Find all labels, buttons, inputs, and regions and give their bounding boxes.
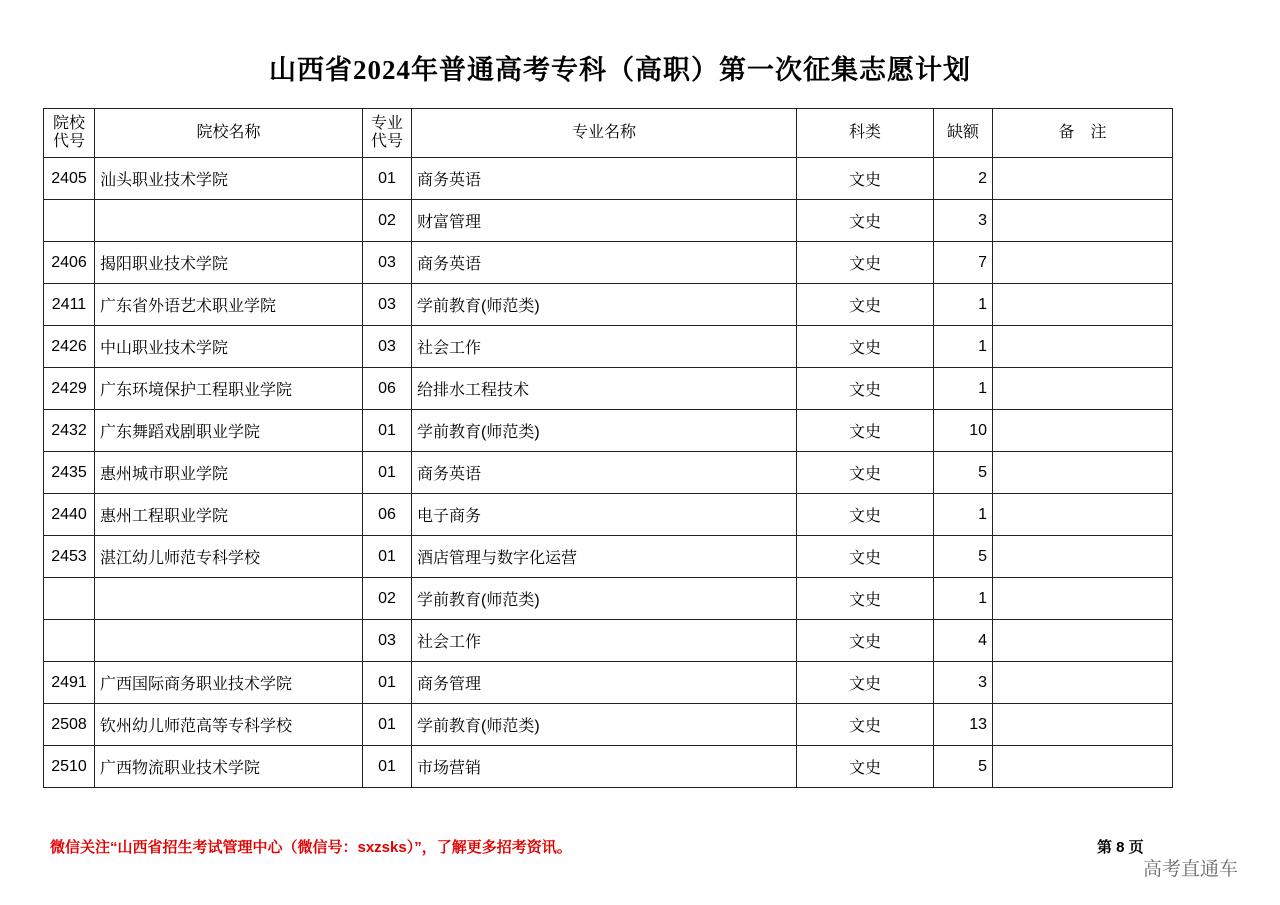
table-row [44,200,1173,242]
cell-major-name: 学前教育(师范类) [412,578,797,620]
cell-major-code: 03 [363,242,412,284]
cell-major-code: 01 [363,662,412,704]
header-school-name: 院校名称 [95,109,363,158]
cell-major-code: 06 [363,368,412,410]
table-row [44,578,1173,620]
cell-remarks [993,452,1173,494]
table-row [44,452,1173,494]
cell-school-name [95,578,363,620]
cell-remarks [993,746,1173,788]
cell-remarks [993,620,1173,662]
cell-major-code: 02 [363,200,412,242]
cell-remarks [993,242,1173,284]
cell-school-code: 2440 [44,494,95,536]
cell-major-name: 学前教育(师范类) [412,704,797,746]
cell-school-name: 钦州幼儿师范高等专科学校 [95,704,363,746]
cell-subject: 文史 [797,452,934,494]
cell-vacancy: 2 [934,158,993,200]
cell-remarks [993,494,1173,536]
cell-vacancy: 13 [934,704,993,746]
cell-school-code: 2411 [44,284,95,326]
cell-subject: 文史 [797,368,934,410]
cell-school-code: 2491 [44,662,95,704]
table-row [44,704,1173,746]
cell-subject: 文史 [797,620,934,662]
cell-school-name: 惠州城市职业学院 [95,452,363,494]
cell-major-code: 01 [363,536,412,578]
cell-school-name: 中山职业技术学院 [95,326,363,368]
cell-subject: 文史 [797,284,934,326]
cell-major-name: 给排水工程技术 [412,368,797,410]
cell-major-code: 06 [363,494,412,536]
header-remarks: 备 注 [993,109,1173,158]
cell-vacancy: 7 [934,242,993,284]
cell-major-code: 01 [363,746,412,788]
footer-wechat-note: 微信关注“山西省招生考试管理中心（微信号：sxzsks）”，了解更多招考资讯。 [50,839,572,856]
cell-school-name [95,620,363,662]
cell-remarks [993,200,1173,242]
cell-remarks [993,662,1173,704]
table-row [44,620,1173,662]
cell-school-name: 惠州工程职业学院 [95,494,363,536]
cell-school-code: 2406 [44,242,95,284]
cell-subject: 文史 [797,494,934,536]
cell-vacancy: 1 [934,284,993,326]
table-row [44,368,1173,410]
cell-school-name: 揭阳职业技术学院 [95,242,363,284]
cell-school-code [44,620,95,662]
cell-school-name [95,200,363,242]
cell-remarks [993,284,1173,326]
cell-major-name: 商务英语 [412,452,797,494]
cell-vacancy: 5 [934,746,993,788]
cell-remarks [993,704,1173,746]
cell-remarks [993,326,1173,368]
cell-major-code: 02 [363,578,412,620]
table-row [44,746,1173,788]
cell-school-name: 广东省外语艺术职业学院 [95,284,363,326]
table-row [44,536,1173,578]
cell-remarks [993,368,1173,410]
cell-vacancy: 3 [934,662,993,704]
cell-school-name: 湛江幼儿师范专科学校 [95,536,363,578]
cell-subject: 文史 [797,242,934,284]
page-number: 第 8 页 [1097,839,1144,856]
cell-remarks [993,158,1173,200]
cell-major-name: 学前教育(师范类) [412,284,797,326]
header-major-name: 专业名称 [412,109,797,158]
cell-vacancy: 5 [934,452,993,494]
header-school-code: 院校 代号 [44,109,95,158]
cell-subject: 文史 [797,578,934,620]
table-header-row [44,109,1173,158]
cell-school-code: 2510 [44,746,95,788]
cell-school-name: 广西物流职业技术学院 [95,746,363,788]
cell-subject: 文史 [797,410,934,452]
cell-major-code: 03 [363,284,412,326]
cell-vacancy: 1 [934,578,993,620]
cell-school-name: 汕头职业技术学院 [95,158,363,200]
cell-school-code: 2405 [44,158,95,200]
cell-vacancy: 1 [934,326,993,368]
header-vacancy: 缺额 [934,109,993,158]
cell-vacancy: 4 [934,620,993,662]
page-title: 山西省2024年普通高考专科（高职）第一次征集志愿计划 [269,55,971,85]
cell-vacancy: 10 [934,410,993,452]
cell-school-code: 2453 [44,536,95,578]
cell-major-name: 电子商务 [412,494,797,536]
cell-school-name: 广西国际商务职业技术学院 [95,662,363,704]
table-row [44,410,1173,452]
cell-major-name: 商务管理 [412,662,797,704]
cell-school-name: 广东环境保护工程职业学院 [95,368,363,410]
table-row [44,158,1173,200]
table-row [44,662,1173,704]
cell-major-code: 01 [363,704,412,746]
cell-vacancy: 3 [934,200,993,242]
cell-vacancy: 1 [934,368,993,410]
table-row [44,284,1173,326]
cell-subject: 文史 [797,746,934,788]
cell-major-code: 03 [363,620,412,662]
cell-school-name: 广东舞蹈戏剧职业学院 [95,410,363,452]
cell-subject: 文史 [797,200,934,242]
cell-subject: 文史 [797,704,934,746]
cell-major-code: 01 [363,158,412,200]
cell-major-name: 社会工作 [412,620,797,662]
cell-school-code: 2429 [44,368,95,410]
cell-school-code: 2508 [44,704,95,746]
cell-subject: 文史 [797,536,934,578]
cell-remarks [993,536,1173,578]
cell-major-name: 市场营销 [412,746,797,788]
cell-school-code [44,578,95,620]
enrollment-plan-table [43,108,1173,788]
cell-major-name: 财富管理 [412,200,797,242]
cell-major-code: 03 [363,326,412,368]
cell-major-name: 商务英语 [412,242,797,284]
cell-major-name: 社会工作 [412,326,797,368]
cell-vacancy: 1 [934,494,993,536]
cell-school-code: 2432 [44,410,95,452]
cell-remarks [993,410,1173,452]
cell-major-name: 酒店管理与数字化运营 [412,536,797,578]
table-row [44,242,1173,284]
header-subject: 科类 [797,109,934,158]
watermark-text: 高考直通车 [1143,859,1239,880]
cell-remarks [993,578,1173,620]
cell-major-name: 学前教育(师范类) [412,410,797,452]
table-row [44,494,1173,536]
cell-major-code: 01 [363,452,412,494]
cell-subject: 文史 [797,158,934,200]
cell-school-code: 2426 [44,326,95,368]
cell-subject: 文史 [797,326,934,368]
cell-major-code: 01 [363,410,412,452]
cell-school-code: 2435 [44,452,95,494]
table-row [44,326,1173,368]
cell-subject: 文史 [797,662,934,704]
cell-vacancy: 5 [934,536,993,578]
cell-school-code [44,200,95,242]
header-major-code: 专业 代号 [363,109,412,158]
cell-major-name: 商务英语 [412,158,797,200]
